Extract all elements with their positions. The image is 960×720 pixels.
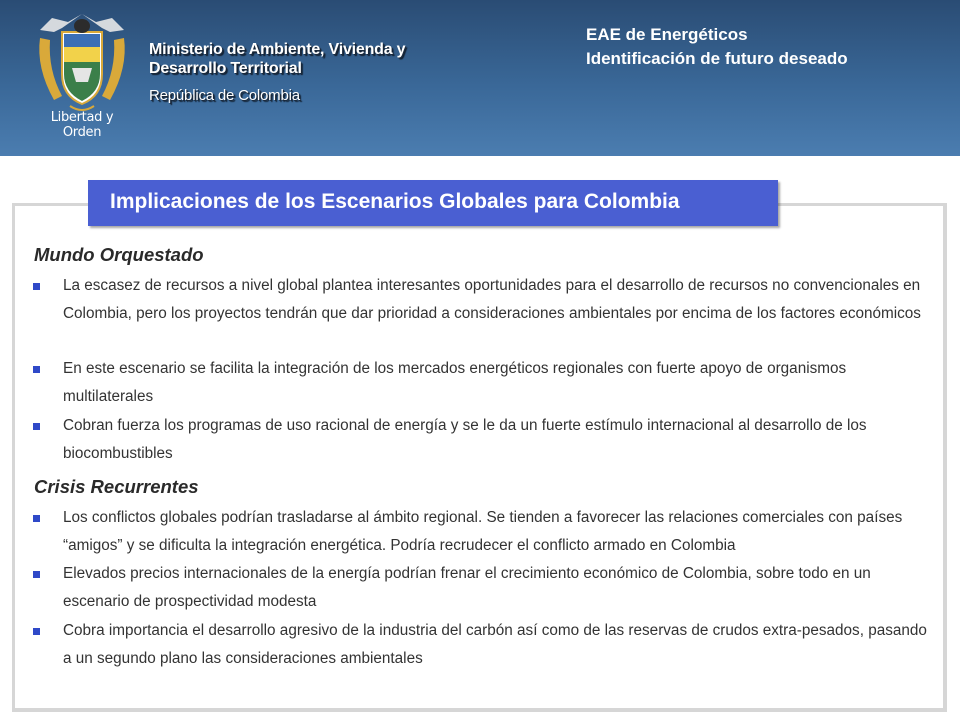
bullet-text: La escasez de recursos a nivel global plantea interesantes oportunidades para el desarrollo de recursos no convencionales en Colombia, pero los proyectos tendrán que dar prioridad a consideraciones ambientales por encima de los factores económicos: [63, 277, 921, 322]
slide-title: Implicaciones de los Escenarios Globales para Colombia: [110, 190, 680, 213]
republic-label: República de Colombia: [149, 87, 300, 104]
bullet-text: Cobran fuerza los programas de uso racional de energía y se le da un fuerte estímulo internacional al desarrollo de los biocombustibles: [63, 417, 867, 462]
bullet-text: Los conflictos globales podrían trasladarse al ámbito regional. Se tienden a favorecer las relaciones comerciales con países “amigos” y se dificulta la integración energética. Podría recrudecer el conflicto armado en Colombia: [63, 509, 903, 554]
ministry-name-line1: Ministerio de Ambiente, Vivienda y: [149, 41, 406, 58]
bullet-marker: [33, 283, 40, 290]
ministry-name-line2: Desarrollo Territorial: [149, 60, 302, 77]
header-banner: [0, 0, 960, 156]
bullet-text: En este escenario se facilita la integración de los mercados energéticos regionales con fuerte apoyo de organismos multilaterales: [63, 360, 847, 405]
bullet-marker: [33, 515, 40, 522]
ministry-name: [149, 40, 469, 78]
section-heading-mundo-orquestado: Mundo Orquestado: [34, 244, 204, 265]
bullet-text: Elevados precios internacionales de la energía podrían frenar el crecimiento económico de Colombia, sobre todo en un escenario de prospectividad modesta: [63, 565, 871, 610]
bullet-text: Cobra importancia el desarrollo agresivo de la industria del carbón así como de las reservas de crudos extra-pesados, pasando a un segundo plano las consideraciones ambientales: [63, 622, 927, 667]
eae-title-line1: EAE de Energéticos: [586, 25, 748, 44]
section-heading-crisis-recurrentes: Crisis Recurrentes: [34, 476, 199, 497]
coat-of-arms-motto: Libertad y Orden: [50, 110, 114, 140]
bullet-marker: [33, 571, 40, 578]
bullet-marker: [33, 366, 40, 373]
slide-title-bar: [88, 180, 778, 226]
eae-title: [586, 23, 848, 71]
bullet-marker: [33, 628, 40, 635]
eae-title-line2: Identificación de futuro deseado: [586, 49, 848, 68]
bullet-marker: [33, 423, 40, 430]
